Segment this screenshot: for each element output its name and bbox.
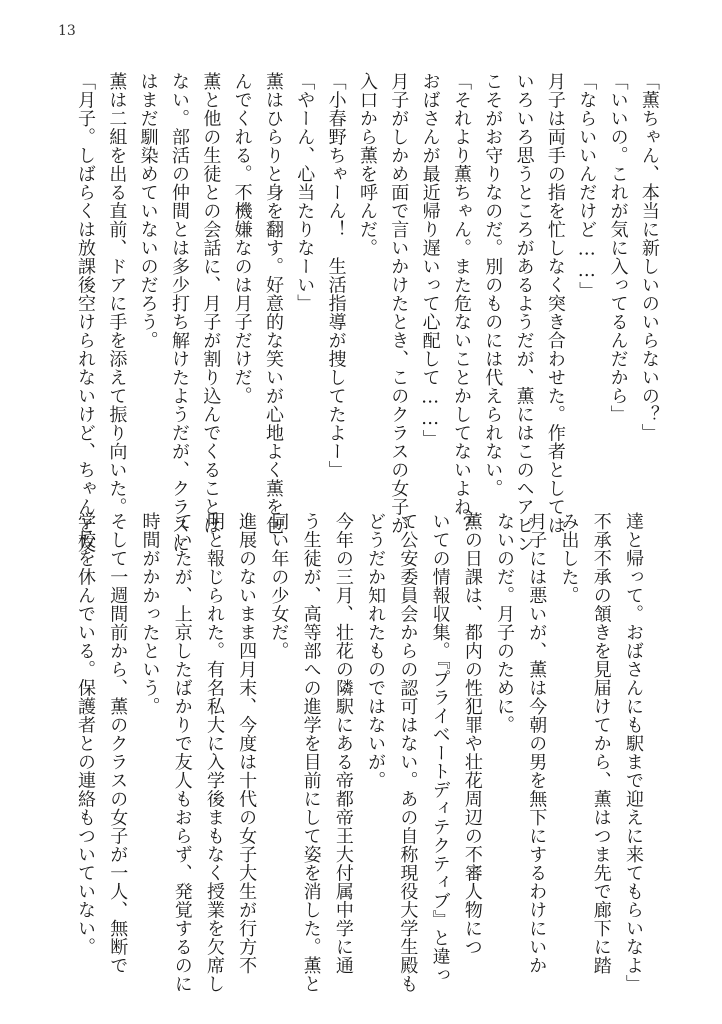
text-line: 薫と他の生徒との会話に、月子が割り込んでくることは xyxy=(200,72,222,535)
text-line: 進展のないまま四月末、今度は十代の女子大生が行方不 xyxy=(236,512,258,975)
text-line: 「月子。しばらくは放課後空けられないけど、ちゃんと友 xyxy=(75,72,96,553)
text-line: 月子がしかめ面で言いかけたとき、このクラスの女子が xyxy=(388,72,410,535)
text-line: こそがお守りなのだ。別のものには代えられない。 xyxy=(482,72,504,498)
text-line: う生徒が、高等部への進学を目前にして姿を消した。薫と xyxy=(300,512,322,993)
text-line: 「いいの。これが気に入ってるんだから」 xyxy=(607,72,629,424)
text-line: 達と帰って。おばさんにも駅まで迎えに来てもらいなよ」 xyxy=(622,512,644,993)
text-line: ない。部活の仲間とは多少打ち解けたようだが、クラスに xyxy=(168,72,190,553)
text-line: み出した。 xyxy=(558,512,580,605)
text-block-top xyxy=(74,72,660,553)
text-line: 「それより薫ちゃん。また危ないことかしてないよね？ xyxy=(450,72,472,535)
text-line: 時間がかかったという。 xyxy=(139,512,161,716)
text-line: て公安委員会からの認可はない。あの自称現役大学生殿も xyxy=(397,512,419,993)
text-line: 「やーん、心当たりなーい」 xyxy=(294,72,316,313)
text-line: 不承不承の頷きを見届けてから、薫はつま先で廊下に踏 xyxy=(590,512,612,975)
text-line: いろいろ思うところがあるようだが、薫にはこのヘアピン xyxy=(513,72,535,553)
text-line: 月子は両手の指を忙しなく突き合わせた。作者としては xyxy=(544,72,566,535)
text-line: 薫の日課は、都内の性犯罪や壮花周辺の不審人物につ xyxy=(461,512,483,956)
text-line: 薫は二組を出る直前、ドアに手を添えて振り向いた。 xyxy=(106,72,128,516)
text-line: んでくれる。不機嫌なのは月子だけだ。 xyxy=(231,72,253,405)
text-line: 「ならいいんだけど……」 xyxy=(576,72,598,300)
text-line: ていたが、上京したばかりで友人もおらず、発覚するのに xyxy=(171,512,193,993)
text-block-bottom xyxy=(74,512,644,993)
text-line: 入口から薫を呼んだ。 xyxy=(356,72,378,257)
text-line: 同い年の少女だ。 xyxy=(268,512,290,660)
text-line: 「小春野ちゃーん！ 生活指導が捜してたよー」 xyxy=(325,72,347,479)
text-line: どうだか知れたものではないが。 xyxy=(365,512,387,790)
text-line: 学校を休んでいる。保護者との連絡もついていない。 xyxy=(75,512,96,956)
text-line: 今年の三月、壮花の隣駅にある帝都帝王大付属中学に通 xyxy=(332,512,354,975)
text-line: おばさんが最近帰り遅いって心配して……」 xyxy=(419,72,441,448)
text-line: 明と報じられた。有名私大に入学後まもなく授業を欠席し xyxy=(203,512,225,993)
text-line: そして一週間前から、薫のクラスの女子が一人、無断で xyxy=(107,512,129,975)
text-line: ないのだ。月子のために。 xyxy=(494,512,516,734)
text-line: 「薫ちゃん、本当に新しいのいらないの？」 xyxy=(638,72,660,442)
page-number: 13 xyxy=(58,23,76,39)
text-line: はまだ馴染めていないのだろう。 xyxy=(137,72,159,350)
text-line: 月子には悪いが、薫は今朝の男を無下にするわけにいか xyxy=(526,512,548,975)
text-line: 薫はひらりと身を翻す。好意的な笑いが心地よく薫を包 xyxy=(262,72,284,535)
text-line: いての情報収集。『プライベートディテクティブ』と違っ xyxy=(429,512,451,984)
